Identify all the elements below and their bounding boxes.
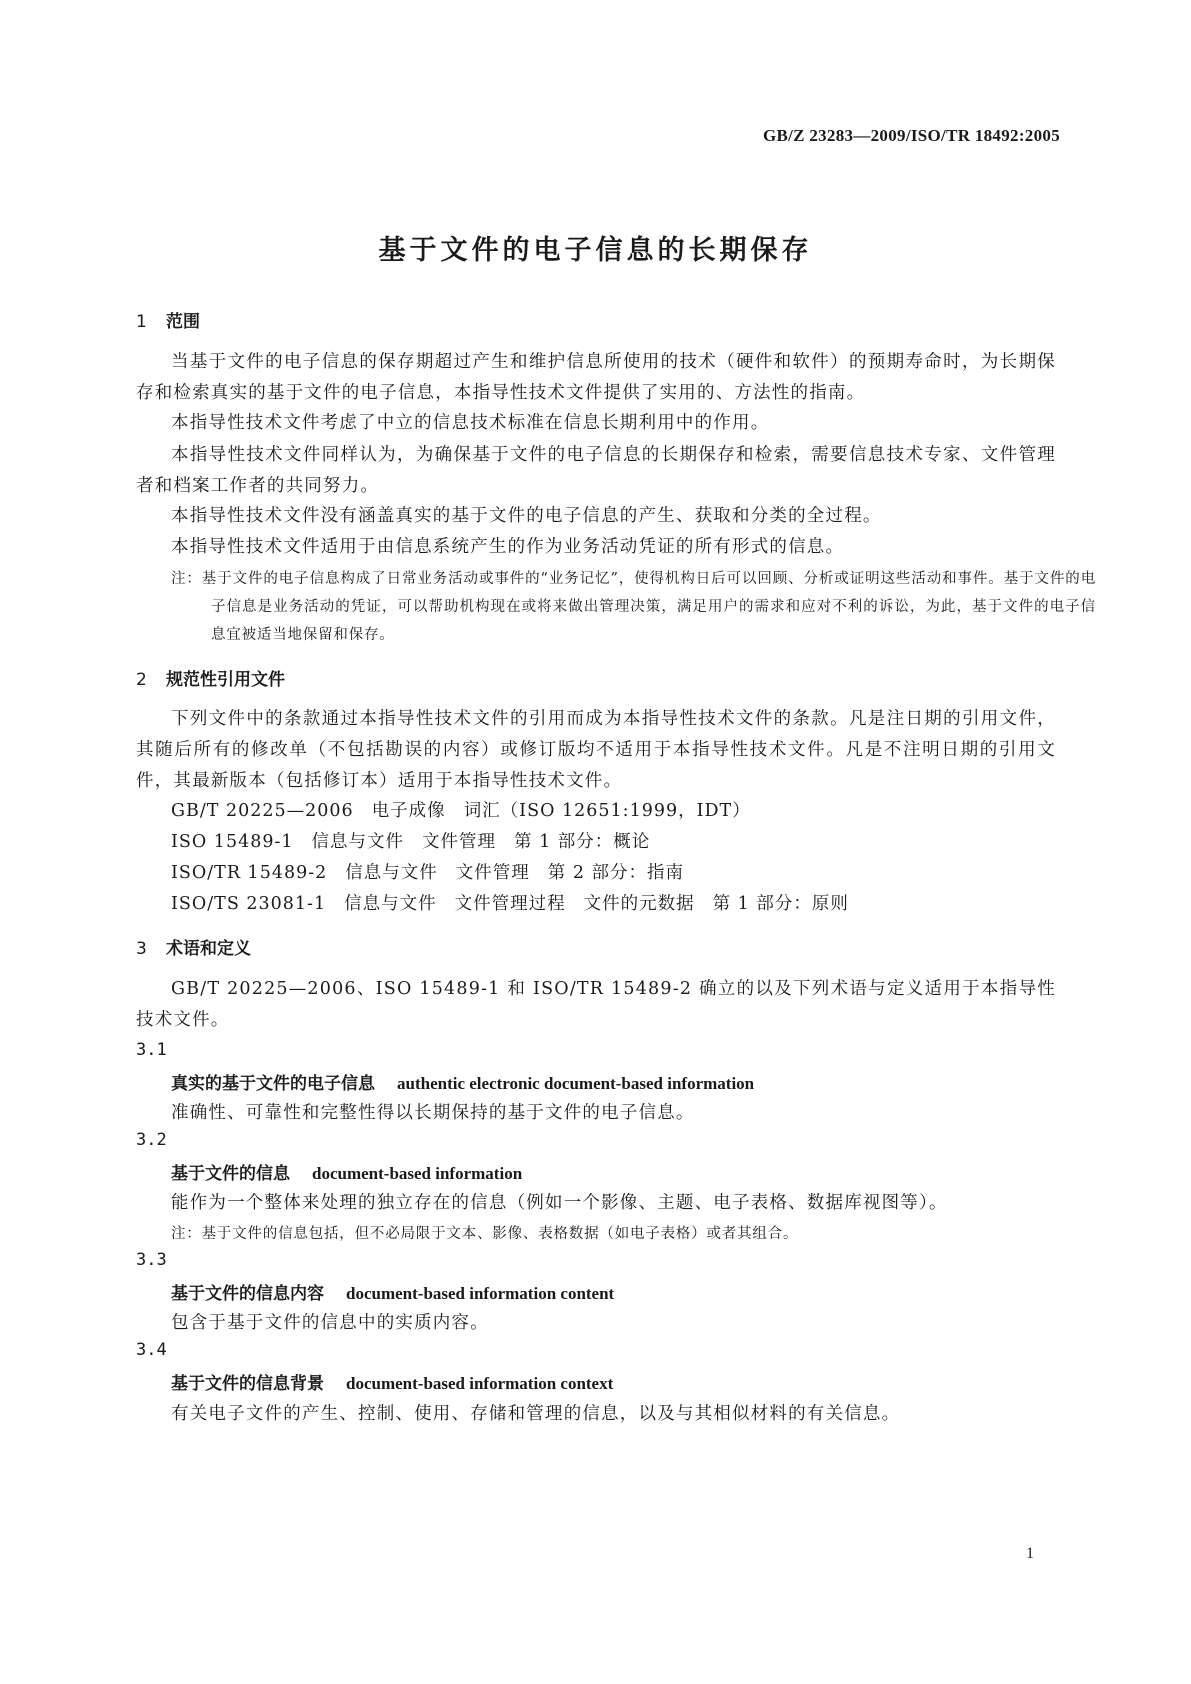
term-chinese: 基于文件的信息背景	[171, 1374, 324, 1394]
page-title: 基于文件的电子信息的长期保存	[378, 235, 813, 266]
term-heading	[171, 1069, 754, 1094]
section-1-heading	[136, 307, 200, 332]
term-chinese: 基于文件的信息内容	[171, 1284, 324, 1304]
section-3-heading	[136, 934, 251, 959]
reference-item	[171, 859, 702, 884]
reference-code: GB/T 20225—2006	[171, 801, 354, 821]
reference-part: 信息与文件	[344, 894, 437, 914]
section-1-paragraph: 本指导性技术文件考虑了中立的信息技术标准在信息长期利用中的作用。	[171, 413, 770, 433]
reference-code: ISO 15489-1	[171, 832, 294, 852]
reference-part: 第 1 部分：原则	[712, 894, 849, 914]
reference-part: 第 2 部分：指南	[547, 863, 685, 883]
section-title: 规范性引用文件	[166, 670, 285, 690]
reference-code: ISO/TS 23081-1	[171, 894, 327, 914]
reference-part: 词汇（ISO 12651:1999，IDT）	[463, 801, 751, 821]
reference-part: 文件管理	[422, 832, 497, 852]
reference-part: 文件管理过程	[454, 894, 566, 914]
term-definition: 准确性、可靠性和完整性得以长期保持的基于文件的电子信息。	[171, 1103, 695, 1123]
term-number: 3.3	[136, 1250, 167, 1270]
section-2-paragraph: 下列文件中的条款通过本指导性技术文件的引用而成为本指导性技术文件的条款。凡是注日期的引用文件，其随后所有的修改单（不包括勘误的内容）或修订版均不适用于本指导性技术文件。凡是不注明日期的引用文件，其最新版本（包括修订本）适用于本指导性技术文件。	[136, 709, 1056, 791]
term-definition: 包含于基于文件的信息中的实质内容。	[171, 1313, 489, 1333]
section-1-paragraph: 本指导性技术文件同样认为，为确保基于文件的电子信息的长期保存和检索，需要信息技术专家、文件管理者和档案工作者的共同努力。	[136, 445, 1056, 496]
reference-part: 文件管理	[455, 863, 530, 883]
section-number: 1	[136, 312, 147, 332]
term-chinese: 真实的基于文件的电子信息	[171, 1074, 375, 1094]
term-number: 3.4	[136, 1340, 167, 1360]
term-number: 3.1	[136, 1040, 167, 1060]
term-heading	[171, 1279, 614, 1304]
reference-part: 信息与文件	[311, 832, 405, 852]
section-2-heading	[136, 665, 285, 690]
section-1-paragraph: 当基于文件的电子信息的保存期超过产生和维护信息所使用的技术（硬件和软件）的预期寿命时，为长期保存和检索真实的基于文件的电子信息，本指导性技术文件提供了实用的、方法性的指南。	[136, 352, 1056, 403]
term-chinese: 基于文件的信息	[171, 1164, 290, 1184]
reference-part: 信息与文件	[345, 863, 438, 883]
section-title: 范围	[166, 312, 200, 332]
page-number: 1	[1026, 1545, 1034, 1562]
term-definition: 有关电子文件的产生、控制、使用、存储和管理的信息，以及与其相似材料的有关信息。	[171, 1404, 901, 1424]
term-heading	[171, 1369, 613, 1394]
term-definition: 能作为一个整体来处理的独立存在的信息（例如一个影像、主题、电子表格、数据库视图等）。	[171, 1193, 948, 1213]
section-3-paragraph: GB/T 20225—2006、ISO 15489-1 和 ISO/TR 15489-2 确立的以及下列术语与定义适用于本指导性技术文件。	[136, 979, 1056, 1030]
term-english: authentic electronic document-based information	[397, 1074, 755, 1093]
term-english: document-based information	[312, 1164, 523, 1183]
term-heading	[171, 1159, 522, 1184]
reference-item	[171, 828, 668, 853]
reference-code: ISO/TR 15489-2	[171, 863, 328, 883]
reference-item	[171, 797, 769, 822]
reference-part: 电子成像	[371, 801, 446, 821]
section-number: 3	[136, 939, 147, 959]
term-number: 3.2	[136, 1130, 167, 1150]
section-title: 术语和定义	[166, 939, 251, 959]
section-1-paragraph: 本指导性技术文件没有涵盖真实的基于文件的电子信息的产生、获取和分类的全过程。	[171, 506, 882, 526]
standard-code: GB/Z 23283—2009/ISO/TR 18492:2005	[762, 126, 1060, 145]
term-english: document-based information content	[346, 1284, 615, 1303]
reference-item	[171, 890, 867, 915]
term-note: 注：基于文件的信息包括，但不必局限于文本、影像、表格数据（如电子表格）或者其组合。	[171, 1226, 799, 1242]
section-1-paragraph: 本指导性技术文件适用于由信息系统产生的作为业务活动凭证的所有形式的信息。	[171, 537, 845, 557]
term-english: document-based information context	[346, 1374, 614, 1393]
reference-part: 第 1 部分：概论	[514, 832, 651, 852]
section-number: 2	[136, 670, 147, 690]
reference-part: 文件的元数据	[583, 894, 695, 914]
section-1-note: 注：基于文件的电子信息构成了日常业务活动或事件的“业务记忆”，使得机构日后可以回顾、分析或证明这些活动和事件。基于文件的电子信息是业务活动的凭证，可以帮助机构现在或将来做出管理决策，满足用户的需求和应对不利的诉讼，为此，基于文件的电子信息宜被适当地保留和保存。	[171, 571, 1096, 643]
